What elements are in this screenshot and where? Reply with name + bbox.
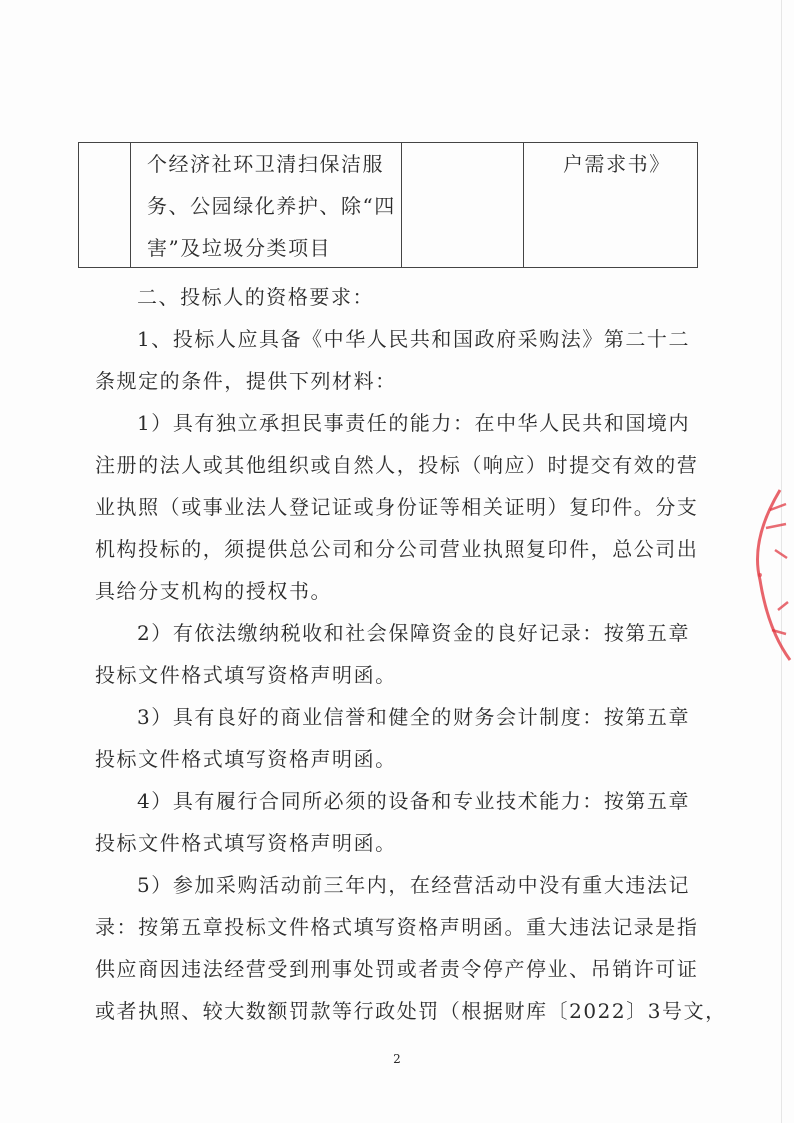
text-line: 供应商因违法经营受到刑事处罚或者责令停产停业、吊销许可证 — [95, 957, 699, 981]
paragraph-item-4 — [95, 780, 705, 864]
page-number: 2 — [393, 1052, 401, 1066]
text-line: 投标文件格式填写资格声明函。 — [95, 831, 397, 855]
text-line: 1）具有独立承担民事责任的能力：在中华人民共和国境内 — [137, 411, 691, 435]
cell-line: 务、公园绿化养护、除“四 — [147, 194, 396, 218]
text-line: 4）具有履行合同所必须的设备和专业技术能力：按第五章 — [137, 789, 691, 813]
text-line: 或者执照、较大数额罚款等行政处罚（根据财库〔2022〕3号文， — [95, 999, 727, 1023]
text-line: 机构投标的，须提供总公司和分公司营业执照复印件，总公司出 — [95, 537, 699, 561]
text-line: 2）有依法缴纳税收和社会保障资金的良好记录：按第五章 — [137, 621, 691, 645]
table-cell-project — [147, 143, 396, 269]
paragraph-item-5 — [95, 864, 727, 1032]
text-line: 1、投标人应具备《中华人民共和国政府采购法》第二十二 — [137, 327, 691, 351]
paragraph-1 — [95, 318, 705, 402]
table-divider — [401, 143, 402, 267]
cell-line: 害”及垃圾分类项目 — [147, 236, 332, 260]
text-line: 5）参加采购活动前三年内，在经营活动中没有重大违法记 — [137, 873, 691, 897]
table-divider — [523, 143, 524, 267]
text-line: 投标文件格式填写资格声明函。 — [95, 663, 397, 687]
text-line: 具给分支机构的授权书。 — [95, 579, 333, 603]
cell-line: 个经济社环卫清扫保洁服 — [147, 152, 385, 176]
text-line: 投标文件格式填写资格声明函。 — [95, 747, 397, 771]
text-line: 注册的法人或其他组织或自然人，投标（响应）时提交有效的营 — [95, 453, 699, 477]
paragraph-item-3 — [95, 696, 705, 780]
text-line: 录：按第五章投标文件格式填写资格声明函。重大违法记录是指 — [95, 915, 699, 939]
paragraph-item-1 — [95, 402, 705, 612]
heading-text: 二、投标人的资格要求： — [137, 285, 375, 309]
table-cell-note — [563, 143, 671, 185]
requirements-table — [78, 142, 698, 268]
text-line: 业执照（或事业法人登记证或身份证等相关证明）复印件。分支 — [95, 495, 699, 519]
cell-line: 户需求书》 — [563, 152, 671, 176]
partial-seal-stamp — [720, 480, 794, 670]
section-heading — [95, 276, 705, 318]
text-line: 条规定的条件，提供下列材料： — [95, 369, 397, 393]
table-divider — [130, 143, 131, 267]
text-line: 3）具有良好的商业信誉和健全的财务会计制度：按第五章 — [137, 705, 691, 729]
paragraph-item-2 — [95, 612, 705, 696]
